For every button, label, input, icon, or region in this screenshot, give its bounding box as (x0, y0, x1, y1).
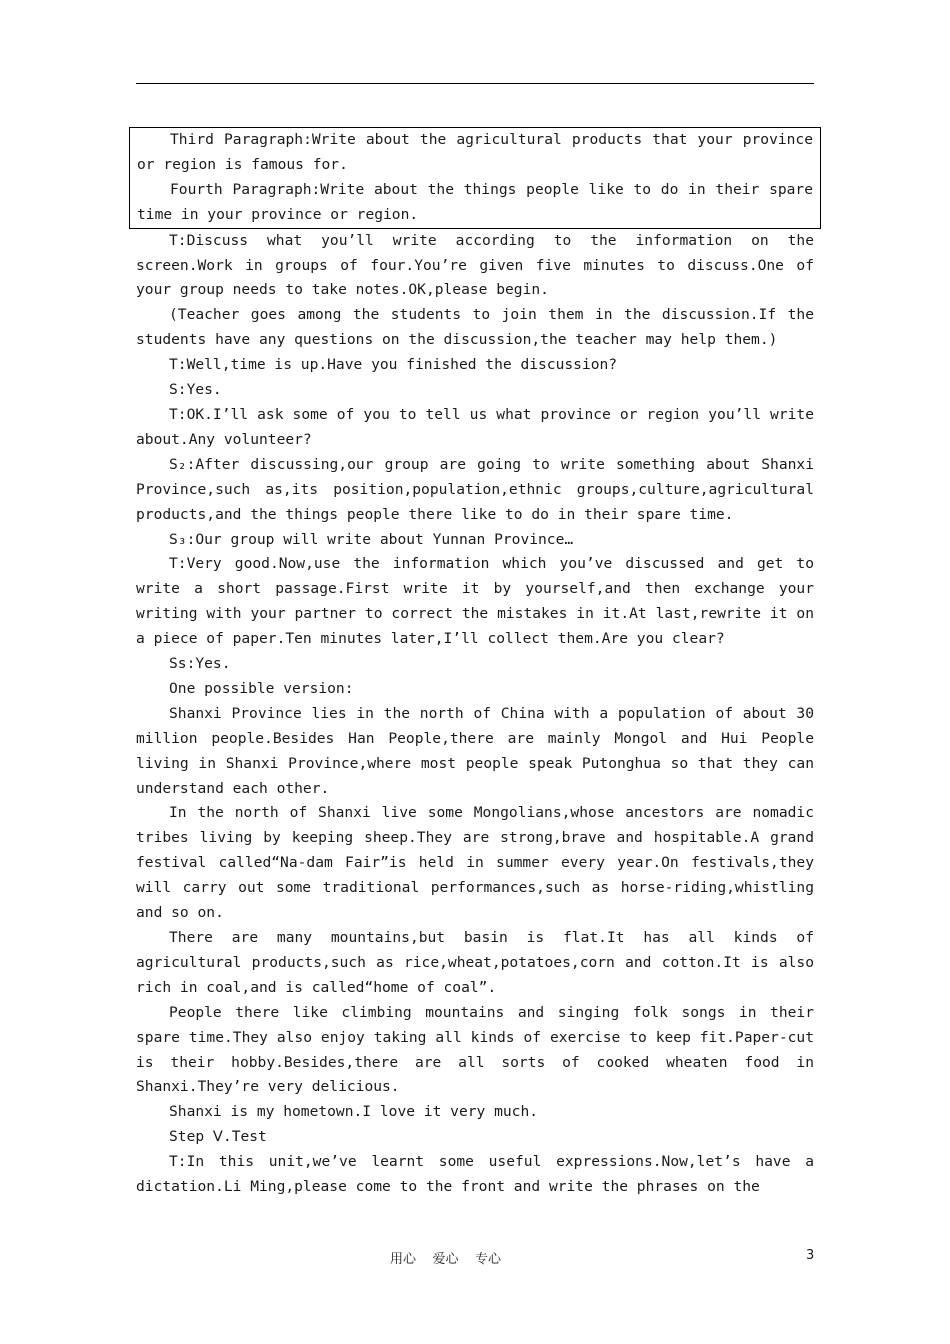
body-paragraph: Step Ⅴ.Test (169, 1128, 267, 1146)
page-body (136, 127, 814, 1200)
body-paragraph: (Teacher goes among the students to join them in the discussion.If the students have any questions on the discussion,the teacher may help them.) (136, 306, 814, 349)
body-paragraph: T:Very good.Now,use the information which you’ve discussed and get to write a short passage.First write it by yourself,and then exchange your writing with your partner to correct the mistakes in it.At last,rewrite it on a piece of paper.Ten minutes later,I’ll collect them.Are you clear? (136, 555, 814, 648)
boxed-instructions (129, 127, 821, 229)
body-paragraph: There are many mountains,but basin is flat.It has all kinds of agricultural products,such as rice,wheat,potatoes,corn and cotton.It is also rich in coal,and is called“home of coal”. (136, 929, 814, 996)
body-paragraph: In the north of Shanxi live some Mongolians,whose ancestors are nomadic tribes living by keeping sheep.They are strong,brave and hospitable.A grand festival called“Na-dam Fair”is held in summer every year.On festivals,they will carry out some traditional performances,such as horse-riding,whistling and so on. (136, 804, 814, 922)
body-paragraph: T:Well,time is up.Have you finished the discussion? (169, 356, 618, 374)
page-number: 3 (806, 1248, 815, 1263)
body-paragraph: T:Discuss what you’ll write according to the information on the screen.Work in groups of four.You’re given five minutes to discuss.One of your group needs to take notes.OK,please begin. (136, 231, 814, 299)
body-paragraph: Ss:Yes. (169, 655, 231, 673)
header-rule (136, 83, 814, 84)
body-paragraph: S₃:Our group will write about Yunnan Province… (169, 530, 574, 548)
body-paragraph: Shanxi Province lies in the north of China with a population of about 30 million people.Besides Han People,there are mainly Mongol and Hui People living in Shanxi Province,where most people speak Putonghua so that they can understand each other. (136, 704, 814, 797)
body-paragraph: T:In this unit,we’ve learnt some useful expressions.Now,let’s have a dictation.Li Ming,please come to the front and write the phrases on the (136, 1153, 814, 1196)
footer-motto: 用心 爱心 专心 (390, 1252, 502, 1267)
body-paragraph: S:Yes. (169, 381, 222, 399)
body-paragraph: People there like climbing mountains and singing folk songs in their spare time.They also enjoy taking all kinds of exercise to keep fit.Paper-cut is their hobby.Besides,there are all sorts of cooked wheaten food in Shanxi.They’re very delicious. (136, 1003, 814, 1096)
boxed-paragraph: Fourth Paragraph:Write about the things people like to do in their spare time in your province or region. (137, 180, 813, 223)
body-paragraph: T:OK.I’ll ask some of you to tell us what province or region you’ll write about.Any volunteer? (136, 405, 814, 448)
body-paragraph: One possible version: (169, 679, 354, 697)
body-paragraph: S₂:After discussing,our group are going to write something about Shanxi Province,such as,its position,population,ethnic groups,culture,agricultural products,and the things people there like to do in their spare time. (136, 455, 814, 523)
body-paragraph: Shanxi is my hometown.I love it very much. (169, 1103, 539, 1121)
boxed-paragraph: Third Paragraph:Write about the agricultural products that your province or region is famous for. (137, 131, 813, 173)
page-footer (0, 1248, 950, 1268)
